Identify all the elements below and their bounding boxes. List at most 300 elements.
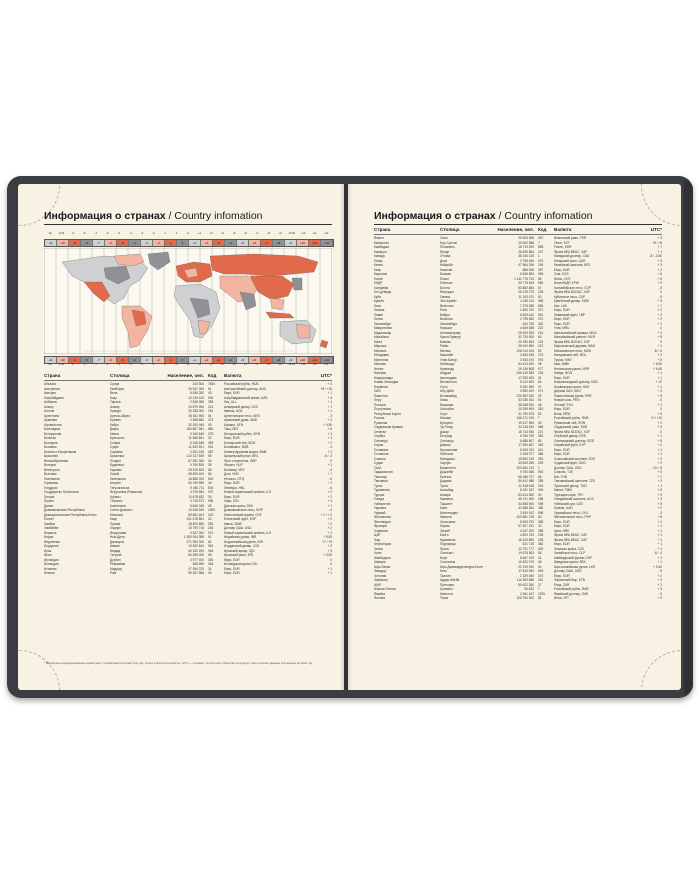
table-cell: 998 xyxy=(538,501,544,506)
table-cell: Кетсаль, GTQ xyxy=(224,476,245,481)
table-cell: Алжир xyxy=(44,404,54,409)
table-cell: Шри-Ланка xyxy=(374,564,391,569)
table-cell: 0 xyxy=(330,562,332,566)
table-cell: Стокгольм xyxy=(440,560,456,564)
table-cell: Дирхам ОАЭ, AED xyxy=(554,389,581,393)
table-cell: 9 769 526 xyxy=(190,463,204,467)
table-cell: Вашингтон xyxy=(440,465,456,470)
table-cell: 970 xyxy=(208,490,214,494)
table-cell: 237 xyxy=(538,249,544,254)
table-cell: 40 150 200 xyxy=(188,548,204,553)
table-cell: Болгария xyxy=(44,440,58,445)
timezone-label: +1 xyxy=(186,232,190,235)
table-cell: 26 923 353 xyxy=(518,330,534,335)
table-cell: Суданский фунт, SDG xyxy=(554,461,586,465)
table-cell: Молдавия xyxy=(374,353,389,357)
table-cell: + 2 xyxy=(657,267,662,272)
table-cell: Йеменский риал, YER xyxy=(554,236,587,240)
table-cell: Армения xyxy=(44,418,57,422)
table-cell: - 3 xyxy=(658,510,662,515)
table-cell: Оттава xyxy=(440,254,451,258)
table-cell: Иран xyxy=(44,553,52,557)
timezone-label: +4 xyxy=(221,363,224,366)
timezone-offset-cell: +10 xyxy=(297,240,309,246)
table-cell: + 1 xyxy=(657,555,662,560)
table-cell: 10 678 632 xyxy=(188,494,204,499)
table-cell: 5 459 781 xyxy=(520,447,534,452)
table-cell: Тегусигальпа xyxy=(110,485,130,490)
table-cell: Тирана xyxy=(110,400,121,404)
table-cell: + 3 xyxy=(657,330,662,335)
table-cell: 58 xyxy=(208,467,212,472)
table-cell: Пхеньян xyxy=(440,281,453,285)
table-cell: 32 xyxy=(208,436,212,440)
title-rule xyxy=(44,224,332,225)
timezone-label: -9:30 xyxy=(58,363,65,366)
table-cell: 82 xyxy=(538,411,542,416)
table-cell: 19 002 586 xyxy=(518,240,534,245)
table-cell: Аргентинское песо, ARS xyxy=(224,413,260,418)
table-cell: Камерун xyxy=(374,249,387,254)
timezone-offset-cell: +1 xyxy=(189,357,201,363)
table-cell: 994 xyxy=(208,395,214,400)
table-cell: - 5 xyxy=(658,285,662,290)
table-cell: Мадрид xyxy=(110,566,122,571)
table-cell: 169 807 961 xyxy=(186,427,204,431)
table-cell: Евро, EUR xyxy=(224,566,240,571)
table-cell: 54 xyxy=(208,413,212,418)
table-cell: Конвертируемая марка, BAM xyxy=(224,449,267,454)
table-cell: 55 xyxy=(208,454,212,458)
table-cell: Сухум xyxy=(110,382,120,386)
timezone-label: -10 xyxy=(47,363,52,366)
table-cell: Анкара xyxy=(440,492,451,497)
timezone-label: +4 xyxy=(221,232,224,235)
table-cell: 16 858 333 xyxy=(188,476,204,481)
table-cell: Швейцарский франк, CHF xyxy=(554,555,593,560)
table-cell: Кения xyxy=(374,263,383,267)
table-cell: 243 xyxy=(208,512,214,517)
table-cell: + 12 xyxy=(655,380,662,384)
table-cell: 502 xyxy=(208,476,214,481)
table-cell: 225 xyxy=(538,290,544,294)
table-cell: Мексиканское песо, MXN xyxy=(554,348,591,353)
timezone-offset-cell: -6 xyxy=(105,357,117,363)
table-cell: + 1 xyxy=(657,321,662,326)
table-cell: Евро, EUR xyxy=(554,524,570,528)
table-cell: Эстония xyxy=(374,573,387,578)
timezone-label: +11 xyxy=(312,232,317,235)
table-cell: Белград xyxy=(440,434,453,438)
table-cell: Евро, EUR xyxy=(554,447,570,452)
timezone-label: -5 xyxy=(117,232,120,235)
table-cell: 43 579 954 xyxy=(188,404,204,409)
table-cell: Босния и Герцеговина xyxy=(44,449,77,454)
table-cell: Азербайджан xyxy=(44,395,64,400)
table-cell: 977 xyxy=(538,366,544,371)
table-cell: + 6 xyxy=(657,272,662,276)
table-cell: + 3 xyxy=(657,456,662,461)
table-cell: Нидерланды xyxy=(374,375,393,380)
table-cell: 7 xyxy=(538,587,540,591)
table-cell: + 5:30 xyxy=(323,535,332,539)
table-cell: 126 014 024 xyxy=(516,348,534,353)
table-cell: Доллар США, USD xyxy=(224,526,252,530)
table-cell: 6 825 442 xyxy=(520,312,534,317)
table-cell: Ташкент xyxy=(440,501,453,506)
table-cell: 83 614 362 xyxy=(518,492,534,497)
table-cell: 32 730 000 xyxy=(518,335,534,339)
table-cell: 18 400 556 xyxy=(188,521,204,526)
table-cell: Непальская рупия, NPR xyxy=(554,366,590,371)
table-cell: Испания xyxy=(44,566,57,571)
table-cell: + 2 xyxy=(327,494,332,499)
table-cell: Доминиканское песо, DOP xyxy=(224,508,263,512)
table-cell: Евро, EUR xyxy=(554,267,570,272)
table-cell: Таллин xyxy=(440,573,451,578)
table-cell: 1 329 460 xyxy=(520,573,534,578)
timezone-label: +3 xyxy=(209,363,213,366)
table-cell: 36 910 560 xyxy=(518,344,534,348)
table-cell: Демократическая Республика Конго xyxy=(44,512,97,517)
table-cell: Замбия xyxy=(44,521,56,526)
table-cell: 66 xyxy=(538,474,542,479)
table-cell: Австрия xyxy=(44,391,56,395)
table-cell: 634 730 xyxy=(522,321,534,326)
table-cell: Аргентина xyxy=(44,413,60,418)
table-cell: Рим xyxy=(110,571,117,575)
timezone-label: -1 xyxy=(163,363,167,366)
table-cell: Евро, EUR xyxy=(224,571,240,575)
table-cell: + 3 xyxy=(657,497,662,501)
table-cell: Афины xyxy=(110,494,121,499)
table-cell: 1 893 700 xyxy=(520,308,534,312)
table-cell: + 1 xyxy=(327,400,332,404)
table-cell: Кувейтский динар, KWD xyxy=(554,299,590,303)
table-cell: 6 031 187 xyxy=(520,488,534,492)
table-cell: Новый израильский шекель, ILS xyxy=(224,490,272,494)
table-cell: Индия xyxy=(44,535,54,539)
table-cell: 26 545 864 xyxy=(518,249,534,254)
table-cell: 45 741 000 xyxy=(518,497,534,501)
table-cell: Монголия xyxy=(374,357,389,362)
table-cell: Австралия xyxy=(44,386,60,391)
table-cell: + 8 xyxy=(657,515,662,519)
table-cell: 5 122 600 xyxy=(520,380,534,384)
table-cell: 0 xyxy=(660,407,662,411)
table-cell: Мавритания xyxy=(374,326,392,330)
table-cell: - 5 xyxy=(658,591,662,596)
timezone-offset-cell: +11 xyxy=(309,357,321,363)
table-cell: 33 338 000 xyxy=(188,409,204,413)
table-cell: 34 558 900 xyxy=(518,501,534,506)
table-cell: Иена, JPY xyxy=(554,596,569,600)
table-cell: + 1 xyxy=(657,560,662,564)
table-cell: Берлин xyxy=(110,481,121,485)
timezone-label: -4 xyxy=(129,363,132,366)
table-cell: Рейкьявик xyxy=(110,562,125,566)
table-cell: - 4 xyxy=(328,467,332,472)
table-cell: Яунде xyxy=(440,249,450,254)
table-cell: 94 xyxy=(538,564,542,569)
timezone-label: -9 xyxy=(71,363,74,366)
table-cell: Иерусалим xyxy=(110,530,127,535)
table-cell: 4 977 400 xyxy=(190,557,204,562)
col-capital: Столица xyxy=(440,227,460,232)
timezone-offset-cell: +3 xyxy=(213,240,225,246)
table-cell: 16 719 000 xyxy=(518,245,534,249)
table-cell: Уругвайское песо, UYU xyxy=(554,510,588,515)
table-cell: Евро, EUR xyxy=(554,375,570,380)
table-cell: Филиппины xyxy=(374,515,391,519)
table-cell: Абу-Даби xyxy=(440,389,454,393)
timezone-label: +1 xyxy=(186,363,190,366)
timezone-offset-cell: -9 xyxy=(69,357,81,363)
table-cell: Турецкая лира, TRY xyxy=(554,492,584,497)
table-cell: Вьетнам xyxy=(44,472,57,476)
table-cell: 28 515 829 xyxy=(188,467,204,472)
table-cell: + 1 xyxy=(657,371,662,375)
table-cell: Тегеран xyxy=(110,553,122,557)
table-cell: 47 394 223 xyxy=(188,566,204,571)
table-cell: -6 / -4 xyxy=(653,551,662,555)
table-cell: 260 xyxy=(208,521,214,526)
table-cell: 3 531 159 xyxy=(190,449,204,454)
table-cell: Боливиано, BOB xyxy=(224,445,249,449)
table-cell: Улан-Батор xyxy=(440,357,457,362)
table-cell: 47 xyxy=(538,384,542,389)
timezone-label: 0 xyxy=(175,232,178,235)
col-country: Страна xyxy=(44,373,61,378)
timezone-offset-cell: -8 xyxy=(81,240,93,246)
table-cell: 11 633 521 xyxy=(188,445,204,449)
timezone-label: +7 xyxy=(255,232,259,235)
table-cell: 221 xyxy=(538,429,544,434)
table-cell: 375 xyxy=(208,431,214,436)
table-cell: Тунис xyxy=(440,483,449,488)
table-cell: Лек, ALL xyxy=(224,400,237,404)
table-cell: Сомони, TJS xyxy=(554,470,573,474)
table-cell: Алжирский динар, DZD xyxy=(224,404,258,409)
table-cell: 254 xyxy=(538,263,544,267)
table-cell: 53 xyxy=(538,294,542,299)
table-cell: Узбекистан xyxy=(374,501,391,506)
table-cell: Евро, EUR xyxy=(224,494,240,499)
table-cell: + 2 xyxy=(657,317,662,321)
timezone-offset-cell: -1 xyxy=(165,240,177,246)
table-cell: Сирийский фунт, SYP xyxy=(554,443,586,447)
table-cell: Румынский лей, RON xyxy=(554,420,586,425)
timezone-offset-cell: +1 xyxy=(189,240,201,246)
timezone-offset-cell: -5 xyxy=(117,357,129,363)
table-cell: Кувейт xyxy=(374,299,384,303)
table-cell: Франк КФА BCEAO, XOF xyxy=(554,339,591,344)
table-cell: Дакка xyxy=(110,427,119,431)
table-cell: Мексика xyxy=(374,348,387,353)
table-cell: Франк КФА BEAC, XAF xyxy=(554,249,588,254)
table-cell: 976 xyxy=(538,357,544,362)
table-cell: + 6 xyxy=(327,427,332,431)
table-cell: 5 533 793 xyxy=(520,519,534,524)
table-cell: + 3 xyxy=(657,578,662,582)
table-cell: + 2 xyxy=(657,308,662,312)
table-cell: 45 811 954 xyxy=(188,413,204,418)
col-country: Страна xyxy=(374,227,391,232)
table-cell: + 7 xyxy=(657,245,662,249)
table-cell: Канберра xyxy=(110,386,125,391)
table-cell: 114 963 588 xyxy=(516,578,534,582)
timezone-label: +2 xyxy=(197,232,201,235)
table-cell: Сантьяго xyxy=(440,551,454,555)
table-cell: + 1 xyxy=(657,447,662,452)
timezone-offset-cell: -10 xyxy=(57,240,69,246)
table-cell: Пакистан xyxy=(374,393,388,398)
table-cell: 64 xyxy=(538,380,542,384)
table-cell: Колумбия xyxy=(374,285,389,290)
table-cell: 373 xyxy=(538,353,544,357)
col-currency: Валюта xyxy=(224,373,242,378)
table-cell: + 9 xyxy=(657,596,662,600)
table-cell: Малайзийский ринггит, MYR xyxy=(554,335,596,339)
col-capital: Столица xyxy=(110,373,130,378)
table-cell: Мали xyxy=(374,339,382,344)
table-cell: Киргизия xyxy=(374,272,388,276)
table-cell: 352 xyxy=(538,321,544,326)
table-cell: Могадишо xyxy=(440,456,456,461)
table-cell: Ирландия xyxy=(44,557,59,562)
timezone-label: -2 xyxy=(152,232,155,235)
col-population: Население, чел. xyxy=(167,373,204,378)
table-cell: Дания xyxy=(44,503,54,508)
table-cell: 966 xyxy=(538,425,544,429)
table-cell: 251 xyxy=(538,578,544,582)
table-cell: Кингстон xyxy=(440,591,453,596)
table-cell: + 2 xyxy=(327,521,332,526)
table-cell: Гавана xyxy=(440,294,451,299)
table-cell: 0 xyxy=(660,339,662,344)
table-cell: 993 xyxy=(538,488,544,492)
table-header xyxy=(44,373,332,378)
timezone-offset-cell: +8 xyxy=(273,240,285,246)
table-cell: Азербайджанский манат, AZN xyxy=(224,395,268,400)
table-cell: Великобритания xyxy=(44,458,69,463)
table-cell: Государство Палестина xyxy=(44,490,79,494)
table-cell: Египетский фунт, EGP xyxy=(224,517,257,521)
table-cell: 2 795 484 xyxy=(520,258,534,263)
table-cell: 146 171 015 xyxy=(516,416,534,420)
table-cell: Франк КФА BEAC, XAF xyxy=(554,533,588,537)
table-cell: + 4 xyxy=(657,389,662,393)
table-cell: Будапешт xyxy=(110,463,125,467)
table-cell: 98 505 400 xyxy=(188,472,204,476)
table-cell: 93 xyxy=(208,422,212,427)
table-cell: 53 532 xyxy=(524,587,534,591)
table-cell: 855 xyxy=(538,245,544,249)
table-cell: + 2 xyxy=(657,312,662,317)
table-cell: 421 xyxy=(538,447,544,452)
table-cell: -10 / -5 xyxy=(652,465,662,470)
table-cell: + 2 xyxy=(327,544,332,548)
col-code: Код xyxy=(538,227,547,232)
table-cell: Брюссель xyxy=(110,436,125,440)
table-cell: + 3 xyxy=(657,299,662,303)
table-cell: Шри-Джаяварденепура-Котте xyxy=(440,564,484,569)
table-cell: 355 xyxy=(208,400,214,404)
timezone-offset-cell: -3 xyxy=(141,240,153,246)
table-cell: 598 xyxy=(538,510,544,515)
table-cell: Эфиопский быр, ETB xyxy=(554,578,586,582)
table-cell: + 8 xyxy=(657,357,662,362)
table-cell: Новозеландский доллар, NZD xyxy=(554,380,598,384)
table-cell: + 6:30 xyxy=(653,362,662,366)
table-cell: + 8 xyxy=(657,276,662,281)
table-cell: 964 xyxy=(208,548,214,553)
table-cell: 591 xyxy=(208,445,214,449)
col-population: Население, чел. xyxy=(497,227,534,232)
table-cell: Кенийский шиллинг, KES xyxy=(554,263,591,267)
table-cell: 20 xyxy=(208,517,212,521)
table-cell: Вьентьян xyxy=(440,303,454,308)
table-cell: Алжир xyxy=(110,404,120,409)
table-cell: 235 xyxy=(538,537,544,542)
table-cell: + 1 xyxy=(657,434,662,438)
table-cell: Вона, KRW xyxy=(554,411,571,416)
table-cell: Цхинвал xyxy=(440,587,453,591)
table-cell: + 2 xyxy=(657,573,662,578)
table-cell: Швейцария xyxy=(374,555,391,560)
table-cell: Казахстан xyxy=(374,240,389,245)
table-cell: + 1 xyxy=(657,344,662,348)
table-cell: 36 xyxy=(208,463,212,467)
timezone-label: +12 xyxy=(323,363,329,366)
table-cell: 222 xyxy=(538,326,544,330)
table-cell: Манат, TMM xyxy=(554,488,572,492)
table-cell: 220 892 340 xyxy=(516,393,534,398)
table-cell: Токио xyxy=(440,596,449,600)
table-cell: Бейрут xyxy=(440,312,451,317)
table-cell: 26 047 000 xyxy=(188,386,204,391)
timezone-label: -5 xyxy=(117,363,120,366)
table-cell: Венгрия xyxy=(44,463,56,467)
table-cell: Манила xyxy=(440,515,452,519)
table-cell: 21 919 000 xyxy=(518,564,534,569)
table-cell: + 4 xyxy=(327,418,332,422)
table-cell: 243 564 xyxy=(192,382,204,386)
table-cell: Банги xyxy=(440,533,449,537)
table-cell: 61 xyxy=(208,386,212,391)
timezone-offset-cell: +9 xyxy=(285,357,297,363)
timezone-label: -7 xyxy=(94,363,97,366)
table-cell: + 1 xyxy=(327,463,332,467)
table-cell: 0 xyxy=(330,458,332,463)
table-cell: 10 448 499 xyxy=(188,508,204,512)
table-cell: Венесуэла xyxy=(44,467,60,472)
table-cell: 263 xyxy=(208,526,214,530)
table-cell: Португалия xyxy=(374,407,391,411)
table-cell: Франк КФА BCEAO, XOF xyxy=(554,429,591,434)
timezone-label: +10 xyxy=(300,363,306,366)
table-cell: 31 xyxy=(538,375,542,380)
table-cell: + 2 xyxy=(657,519,662,524)
timezone-label: -8 xyxy=(83,232,86,235)
timezone-label: -9:30 xyxy=(58,232,65,235)
table-cell: 967 xyxy=(538,236,544,240)
table-cell: Швеция xyxy=(374,560,386,564)
table-cell: 67 081 000 xyxy=(188,458,204,463)
table-cell: + 1 xyxy=(327,404,332,409)
table-cell: Хартум xyxy=(440,461,451,465)
table-cell: Исландская крона, ISK xyxy=(224,562,258,566)
